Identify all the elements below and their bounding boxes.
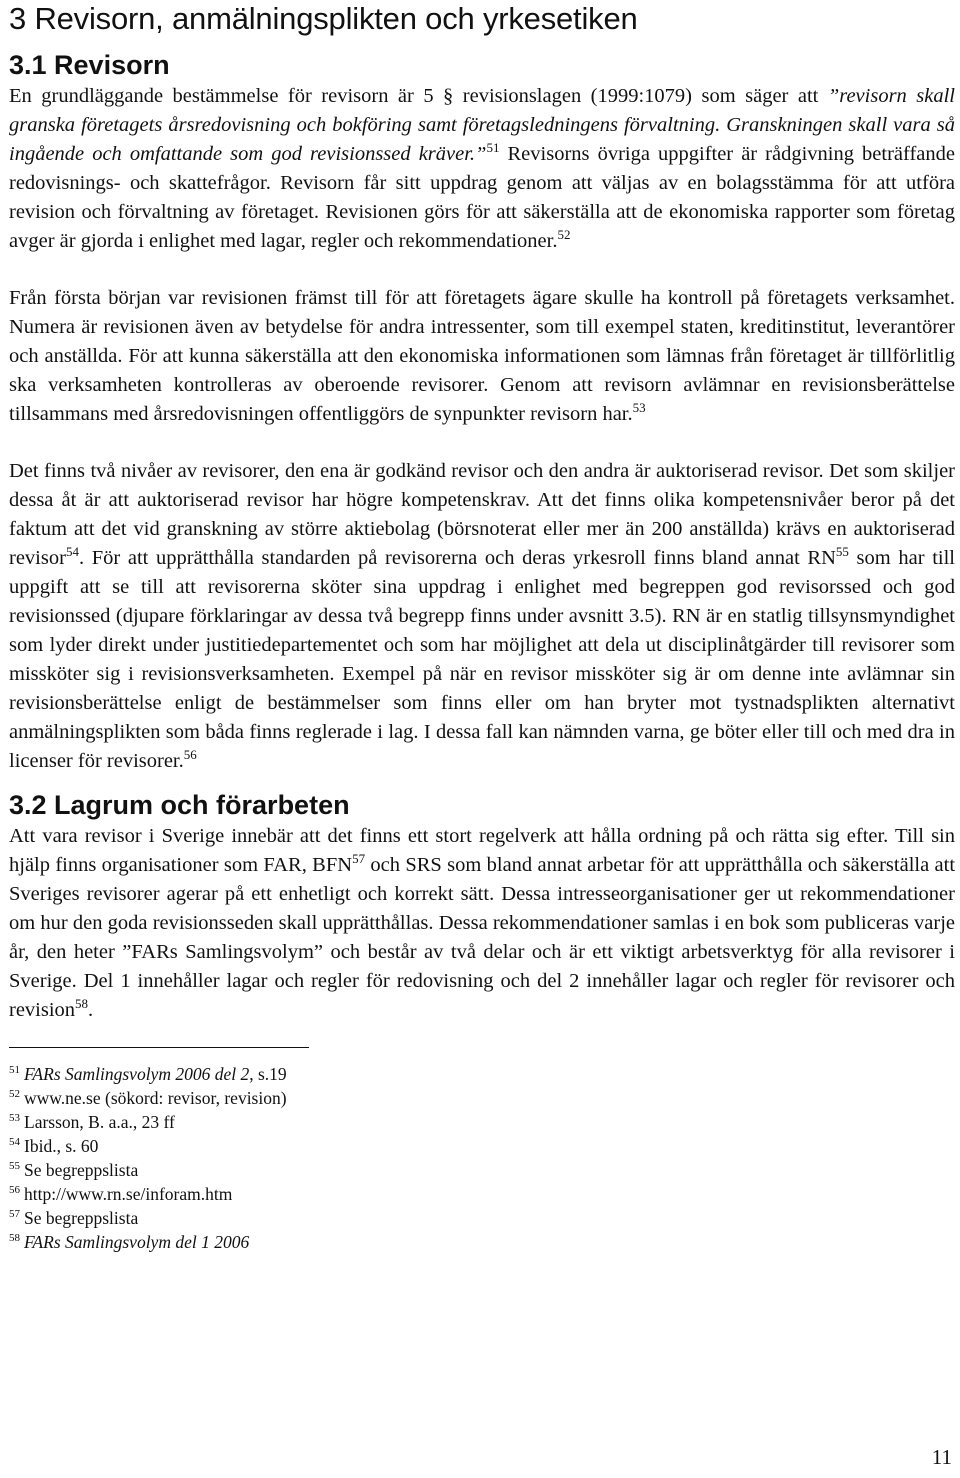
footnote-ref: 53 [632, 400, 646, 415]
footnote-ref: 51 [486, 140, 500, 155]
footnote-51: $^{51}$ FARs Samlingsvolym 2006 del 2, s.19 [9, 1064, 287, 1084]
footnote-ref: 58 [75, 996, 89, 1011]
footnote-ref: 54 [65, 544, 79, 559]
footnote-ref: 56 [183, 747, 197, 762]
footnote-57: $^{57}$ Se begreppslista [9, 1208, 139, 1228]
footnotes [9, 1062, 955, 1254]
footnote-55: $^{55}$ Se begreppslista [9, 1160, 139, 1180]
footnote-divider [9, 1047, 309, 1048]
chapter-title: 3 Revisorn, anmälningsplikten och yrkesetiken [9, 1, 638, 36]
footnote-56: $^{56}$ http://www.rn.se/inforam.htm [9, 1184, 233, 1204]
law-quote: ”revisorn skall granska företagets årsredovisning och bokföring samt företagsledningens förvaltning. Granskningen skall vara så ingående och omfattande som god revisionssed kräver.” [9, 85, 955, 165]
paragraph-3-2-a: Att vara revisor i Sverige innebär att det finns ett stort regelverk att hålla ordning på och rätta sig efter. Till sin hjälp finns organisationer som FAR, BFN$^{57}$ och SRS som bland annat arbetar för att upprätthålla och säkerställa att Sveriges revisorer agerar på ett enhetligt och korrekt sätt. Dessa intresseorganisationer ger ut rekommendationer om hur den goda revisionsseden skall upprätthållas. Dessa rekommendationer samlas i en bok som publiceras varje år, den heter ”FARs Samlingsvolym” och består av två delar och är ett viktigt arbetsverktyg för alla revisorer i Sverige. Del 1 innehåller lagar och regler för redovisning och del 2 innehåller lagar och regler för revisorer och revision$^{58}$. [9, 825, 956, 1021]
document-page [9, 0, 955, 1254]
footnote-53: $^{53}$ Larsson, B. a.a., 23 ff [9, 1112, 175, 1132]
paragraph-3-1-c: Det finns två nivåer av revisorer, den ena är godkänd revisor och den andra är auktoriserad revisor. Det som skiljer dessa åt är att auktoriserad revisor har högre kompetenskrav. Att det finns olika kompetensnivåer beror på det faktum att det vid granskning av större aktiebolag (börsnoterat eller mer än 200 anställda) krävs en auktoriserad revisor$^{54}$. För att upprätthålla standarden på revisorerna och deras yrkesroll finns bland annat RN$^{55}$ som har till uppgift att se till att revisorerna sköter sina uppdrag i enlighet med begreppen god revisorssed och god revisionssed (djupare förklaringar av dessa två begrepp finns under avsnitt 3.5). RN är en statlig tillsynsmyndighet som lyder direkt under justitiedepartementet och som har möjlighet att dela ut disciplinåtgärder till revisorer som missköter sig i revisionsverksamheten. Exempel på när en revisor missköter sig är om denne inte avlämnar sin revisionsberättelse enligt de bestämmelser som finns eller om han bryter mot tystnadsplikten alternativt anmälningsplikten som båda finns reglerade i lag. I dessa fall kan nämnden varna, ge böter eller till och med dra in licenser för revisorer.$^{56}$ [9, 460, 955, 772]
footnote-ref: 52 [557, 227, 571, 242]
footnote-58: $^{58}$ FARs Samlingsvolym del 1 2006 [9, 1232, 250, 1252]
footnote-ref: 57 [352, 851, 366, 866]
page-number: 11 [931, 1445, 952, 1469]
footnote-54: $^{54}$ Ibid., s. 60 [9, 1136, 99, 1156]
footnote-ref: 55 [835, 544, 849, 559]
section-title-3-2: 3.2 Lagrum och förarbeten [9, 790, 350, 820]
section-title-3-1: 3.1 Revisorn [9, 50, 170, 80]
paragraph-3-1-a: En grundläggande bestämmelse för revisorn är 5 § revisionslagen (1999:1079) som säger att ”revisorn skall granska företagets årsredovisning och bokföring samt företagsledningens förvaltning. Granskningen skall vara så ingående och omfattande som god revisionssed kräver.”$^{51}$ Revisorns övriga uppgifter är rådgivning beträffande redovisnings- och skattefrågor. Revisorn får sitt uppdrag genom att väljas av en bolagsstämma för att utföra revision och förvaltning av företaget. Revisionen görs för att säkerställa att de ekonomiska rapporter som företag avger är gjorda i enlighet med lagar, regler och rekommendationer.$^{52}$ [9, 85, 955, 252]
footnote-52: $^{52}$ www.ne.se (sökord: revisor, revision) [9, 1088, 287, 1108]
paragraph-3-1-b: Från första början var revisionen främst till för att företagets ägare skulle ha kontroll på företagets verksamhet. Numera är revisionen även av betydelse för andra intressenter, som till exempel staten, kreditinstitut, leverantörer och anställda. För att kunna säkerställa att den ekonomiska informationen som lämnas från företaget är tillförlitlig ska verksamheten kontrolleras av oberoende revisorer. Genom att revisorn avlämnar en revisionsberättelse tillsammans med årsredovisningen offentliggörs de synpunkter revisorn har.$^{53}$ [9, 287, 955, 425]
